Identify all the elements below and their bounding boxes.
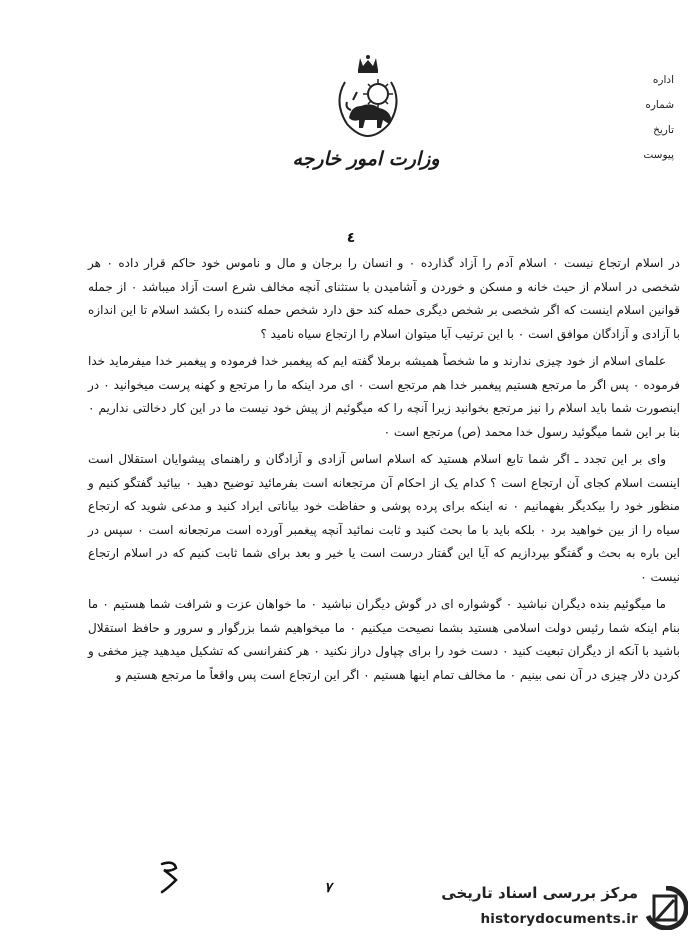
paragraph-1: در اسلام ارتجاع نیست ۰ اسلام آدم را آزاد گذارده ۰ و انسان را برجان و مال و ناموس خود حاکم قرار داده ۰ هر شخصی در اسلام از حیث خانه و مسکن و خوردن و آشامیدن با ستثنای آنچه مخالف شرع است آزاد میباشد ۰ از جمله قوانین اسلام اینست که اگر شخصی بر شخص دیگری حمله کند حق دارد شخص حمله کننده را بکشد اسلام تا این اندازه با آزادی و آزادگان موافق است ۰ با این ترتیب آیا میتوان اسلام را ارتجاع سیاه نامید ؟ <box>88 256 681 341</box>
history-documents-logo-icon <box>644 886 688 930</box>
watermark-title: مرکز بررسی اسناد تاریخی <box>441 884 638 902</box>
paragraph-4: ما میگوئیم بنده دیگران نباشید ۰ گوشواره ای در گوش دیگران نباشید ۰ ما خواهان عزت و شرافت شما هستیم ۰ ما بنام اینکه شما رئیس دولت اسلامی هستید بشما نصیحت میکنیم ۰ ما میخواهیم شما بزرگوار و سرور و حافظ استقلال باشید با آنکه از دیگران تبعیت کنید ۰ دست خود را برای چپاول دراز نکنید ۰ هر کنفرانسی که تشکیل میدهید چیز مخفی و کردن دلار چیزی در آن نمی بینیم ۰ ما مخالف تمام اینها هستیم ۰ اگر این ارتجاع است پس واقعاً ما مرتجع هستیم و <box>88 597 681 682</box>
letterhead-meta-fields <box>614 68 674 168</box>
meta-field-number: شماره <box>645 99 674 111</box>
ministry-title: وزارت امور خارجه <box>292 148 440 170</box>
handwritten-mark <box>156 858 184 898</box>
document-body <box>88 252 680 691</box>
paragraph-3: وای بر این تجدد ـ اگر شما تابع اسلام هستید که اسلام اساس آزادی و آزادگان و راهنمای پیشوایان استقلال است اینست اسلام کجای آن ارتجاع است ؟ کدام یک از احکام آن مرتجعانه است بفرمائید توضیح دهید ۰ بیائید گفتگو کنیم و منظور خود را بیکدیگر بفهمانیم ۰ نه اینکه برای پرده پوشی و حفاظت خود بیاناتی ایراد کنید و مدعی شوید که ارتجاع سیاه را از بین خواهید برد ۰ بلکه باید با ما بحث کنید و ثابت نمائید آنچه پیغمبر آورده است مرتجعانه است ۰ سپس در این باره به بحث و گفتگو بپردازیم که آیا این گفتار درست است یا خیر و بعد برای شما ثابت کنیم که در اسلام ارتجاع نیست ۰ <box>88 452 680 584</box>
watermark-url: historydocuments.ir <box>480 911 638 927</box>
paragraph-2: علمای اسلام از خود چیزی ندارند و ما شخصاً همیشه برملا گفته ایم که پیغمبر خدا فرموده و پیغمبر خدا میفرماید خدا فرموده ۰ پس اگر ما مرتجع هستیم پیغمبر خدا هم مرتجع است ۰ ای مرد اینکه ما را مرتجع و کهنه پرست میخوانید ۰ در اینصورت شما باید اسلام را نیز مرتجع بخوانید زیرا آنچه را که میگوئیم از پیش خود نیست ما در این کار دخالتی نداریم ۰ بنا بر این شما میگوئید رسول خدا محمد (ص) مرتجع است ۰ <box>88 354 681 439</box>
meta-field-office: اداره <box>652 74 674 86</box>
page-marker: ٤ <box>346 230 356 246</box>
lion-and-sun-emblem-icon <box>323 52 413 140</box>
watermark <box>410 880 692 938</box>
meta-field-attachment: پیوست <box>643 149 674 161</box>
meta-field-date: تاریخ <box>653 124 674 136</box>
footer-page-number: ٧ <box>324 880 332 896</box>
